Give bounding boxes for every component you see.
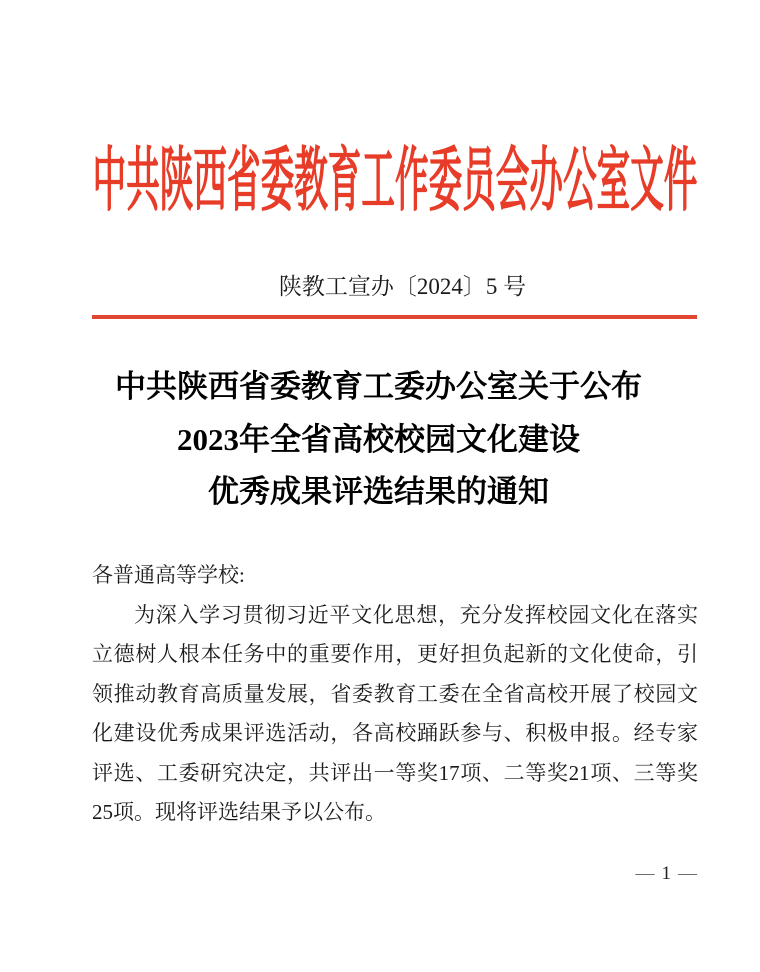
page-number-value: 1: [661, 863, 671, 884]
document-title: [0, 361, 757, 519]
body-paragraph-line: 立德树人根本任务中的重要作用，更好担负起新的文化使命，引: [92, 642, 698, 666]
letterhead-org-title: 中共陕西省委教育工作委员会办公室文件: [92, 142, 697, 220]
document-body: [92, 556, 698, 833]
body-paragraph-line: 25项。现将评选结果予以公布。: [92, 800, 386, 824]
document-title-line-2: 2023年全省高校校园文化建设: [177, 421, 580, 457]
body-paragraph-line: 为深入学习贯彻习近平文化思想，充分发挥校园文化在落实: [134, 602, 698, 627]
body-paragraph-line: 化建设优秀成果评选活动，各高校踊跃参与、积极申报。经专家: [92, 721, 698, 745]
document-title-line-3: 优秀成果评选结果的通知: [208, 474, 549, 509]
salutation: 各普通高等学校:: [92, 563, 245, 587]
page-number: [92, 863, 697, 885]
letterhead: [92, 142, 697, 220]
letterhead-divider-line: [92, 315, 697, 319]
page-number-dash-left: —: [635, 863, 655, 884]
body-paragraph-line: 评选、工委研究决定，共评出一等奖17项、二等奖21项、三等奖: [92, 760, 698, 785]
body-paragraph-line: 领推动教育高质量发展，省委教育工委在全省高校开展了校园文: [92, 681, 698, 706]
page-number-dash-right: —: [678, 863, 697, 884]
document-reference-number: 陕教工宣办〔2024〕5 号: [278, 274, 527, 299]
document-title-line-1: 中共陕西省委教育工委办公室关于公布: [115, 369, 642, 404]
